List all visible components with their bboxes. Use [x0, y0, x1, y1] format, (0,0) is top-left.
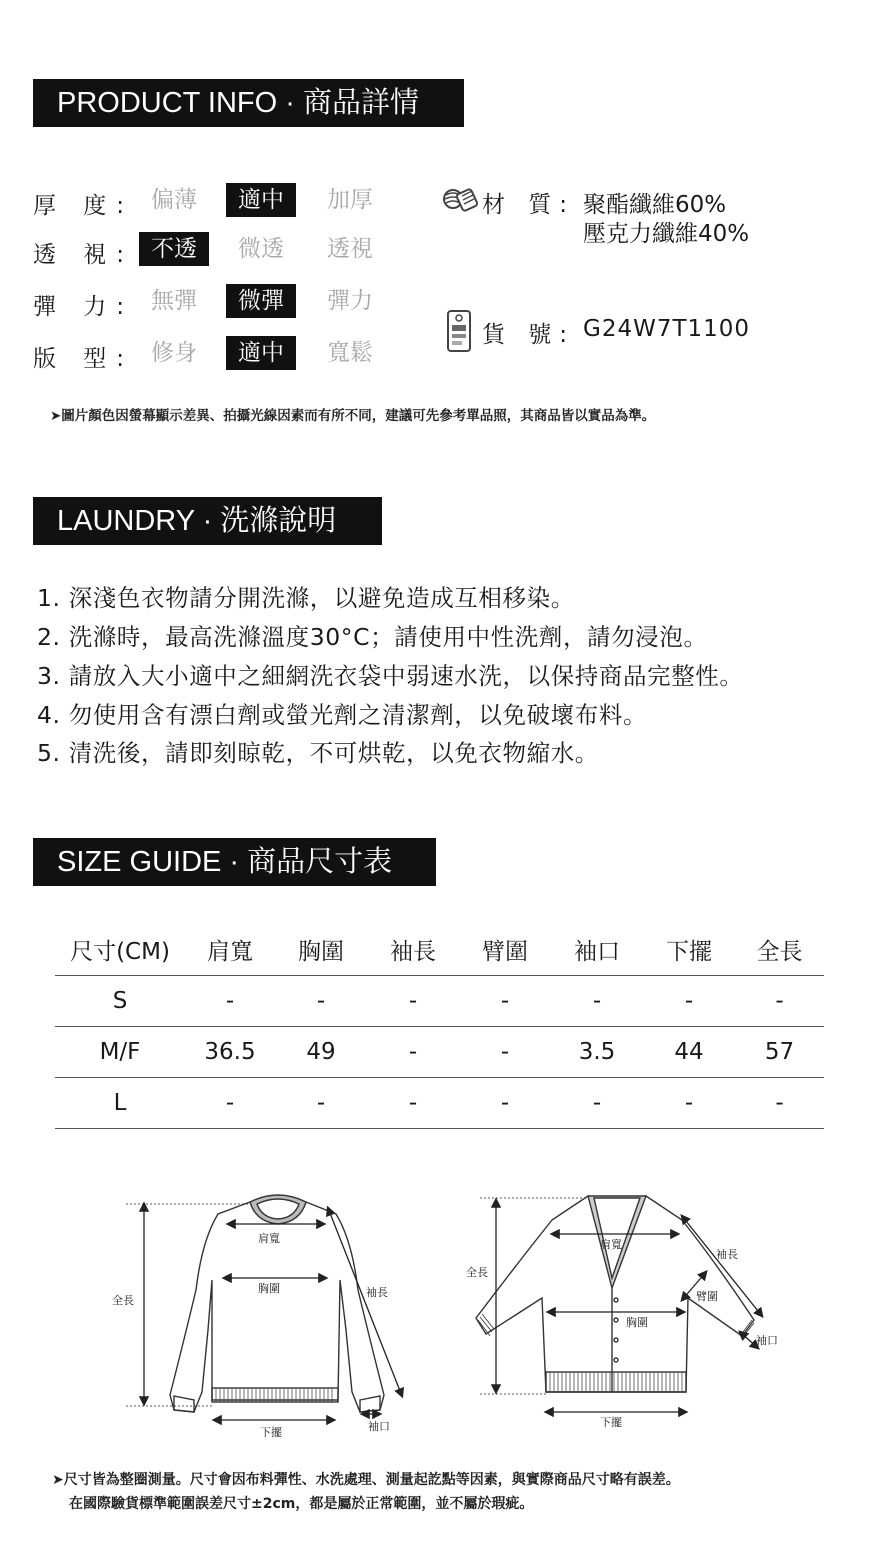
- diagram-label-full-length: 全長: [466, 1266, 488, 1279]
- column-header: 尺寸(CM): [55, 925, 185, 975]
- material-label: 材 質:: [482, 192, 576, 218]
- table-cell: -: [185, 1077, 275, 1128]
- table-cell: -: [367, 1026, 459, 1077]
- attr-option: 微透: [238, 236, 284, 262]
- table-cell: L: [55, 1077, 185, 1128]
- table-cell: -: [275, 975, 367, 1026]
- diagram-label-hem: 下擺: [260, 1426, 282, 1439]
- diagram-label-cuff: 袖口: [756, 1334, 778, 1347]
- attr-option: 透視: [327, 236, 373, 262]
- table-cell: -: [735, 975, 824, 1026]
- table-cell: -: [459, 1077, 551, 1128]
- diagram-label-shoulder: 肩寬: [600, 1238, 622, 1251]
- table-cell: -: [643, 1077, 735, 1128]
- attr-label: 透 視:: [33, 242, 135, 268]
- size-footnote-line-1: ➤尺寸皆為整圈測量。尺寸會因布料彈性、水洗處理、測量起訖點等因素，與實際商品尺寸略有誤差。: [52, 1472, 680, 1488]
- pullover-measurement-diagram: [100, 1180, 440, 1450]
- attr-option-selected: 適中: [226, 336, 296, 370]
- material-line-2: 壓克力纖維40%: [583, 221, 750, 247]
- table-cell: -: [643, 975, 735, 1026]
- table-cell: -: [367, 975, 459, 1026]
- column-header: 袖長: [367, 925, 459, 975]
- table-cell: -: [275, 1077, 367, 1128]
- size-footnote-line-2: 在國際驗貨標準範圍誤差尺寸±2cm，都是屬於正常範圍，並不屬於瑕疵。: [69, 1496, 534, 1512]
- laundry-item: 2. 洗滌時，最高洗滌溫度30°C；請使用中性洗劑，請勿浸泡。: [37, 623, 708, 651]
- table-cell: M/F: [55, 1026, 185, 1077]
- yarn-spool-icon: [441, 186, 479, 220]
- table-cell: -: [551, 1077, 643, 1128]
- laundry-item: 1. 深淺色衣物請分開洗滌，以避免造成互相移染。: [37, 584, 575, 612]
- color-disclaimer-note: ➤圖片顏色因螢幕顯示差異、拍攝光線因素而有所不同，建議可先參考單品照，其商品皆以實品為準。: [50, 408, 656, 424]
- attr-option: 彈力: [327, 288, 373, 314]
- cardigan-measurement-diagram: [460, 1180, 790, 1445]
- attr-option: 加厚: [327, 187, 373, 213]
- attr-option: 寬鬆: [327, 340, 373, 366]
- attr-option-selected: 微彈: [226, 284, 296, 318]
- item-number-value: G24W7T1100: [583, 316, 751, 342]
- column-header: 袖口: [551, 925, 643, 975]
- attr-option-selected: 不透: [139, 232, 209, 266]
- laundry-header: LAUNDRY · 洗滌說明: [33, 497, 382, 545]
- material-line-1: 聚酯纖維60%: [583, 192, 727, 218]
- diagram-label-arm: 臂圍: [696, 1290, 718, 1303]
- column-header: 肩寬: [185, 925, 275, 975]
- table-row: [55, 975, 824, 1026]
- column-header: 臂圍: [459, 925, 551, 975]
- attr-option-selected: 適中: [226, 183, 296, 217]
- laundry-item: 5. 清洗後，請即刻晾乾，不可烘乾，以免衣物縮水。: [37, 739, 599, 767]
- table-cell: 44: [643, 1026, 735, 1077]
- attr-label: 彈 力:: [33, 294, 135, 320]
- size-table: [55, 925, 824, 1129]
- table-cell: -: [459, 1026, 551, 1077]
- table-cell: -: [551, 975, 643, 1026]
- price-tag-icon: [446, 309, 472, 357]
- diagram-label-hem: 下擺: [600, 1416, 622, 1429]
- attr-label: 版 型:: [33, 346, 135, 372]
- table-cell: S: [55, 975, 185, 1026]
- table-cell: 36.5: [185, 1026, 275, 1077]
- column-header: 胸圍: [275, 925, 367, 975]
- attr-option: 偏薄: [151, 187, 197, 213]
- attr-option: 修身: [151, 340, 197, 366]
- diagram-label-chest: 胸圍: [626, 1316, 648, 1329]
- diagram-label-sleeve: 袖長: [716, 1248, 738, 1261]
- table-cell: 49: [275, 1026, 367, 1077]
- attr-label: 厚 度:: [33, 193, 135, 219]
- table-row: [55, 1077, 824, 1128]
- diagram-label-full-length: 全長: [112, 1294, 134, 1307]
- table-cell: -: [459, 975, 551, 1026]
- item-number-label: 貨 號:: [482, 322, 576, 348]
- column-header: 全長: [735, 925, 824, 975]
- table-row: [55, 1026, 824, 1077]
- pullover-outline: [170, 1195, 384, 1412]
- table-cell: -: [735, 1077, 824, 1128]
- table-cell: 57: [735, 1026, 824, 1077]
- diagram-label-shoulder: 肩寬: [258, 1232, 280, 1245]
- product-info-header: PRODUCT INFO · 商品詳情: [33, 79, 464, 127]
- table-cell: 3.5: [551, 1026, 643, 1077]
- laundry-item: 4. 勿使用含有漂白劑或螢光劑之清潔劑，以免破壞布料。: [37, 701, 648, 729]
- diagram-label-cuff: 袖口: [368, 1420, 390, 1433]
- table-header-row: [55, 925, 824, 975]
- diagram-label-chest: 胸圍: [258, 1282, 280, 1295]
- table-cell: -: [185, 975, 275, 1026]
- table-cell: -: [367, 1077, 459, 1128]
- diagram-label-sleeve: 袖長: [366, 1286, 388, 1299]
- laundry-item: 3. 請放入大小適中之細網洗衣袋中弱速水洗，以保持商品完整性。: [37, 662, 744, 690]
- size-guide-header: SIZE GUIDE · 商品尺寸表: [33, 838, 436, 886]
- attr-option: 無彈: [151, 288, 197, 314]
- column-header: 下擺: [643, 925, 735, 975]
